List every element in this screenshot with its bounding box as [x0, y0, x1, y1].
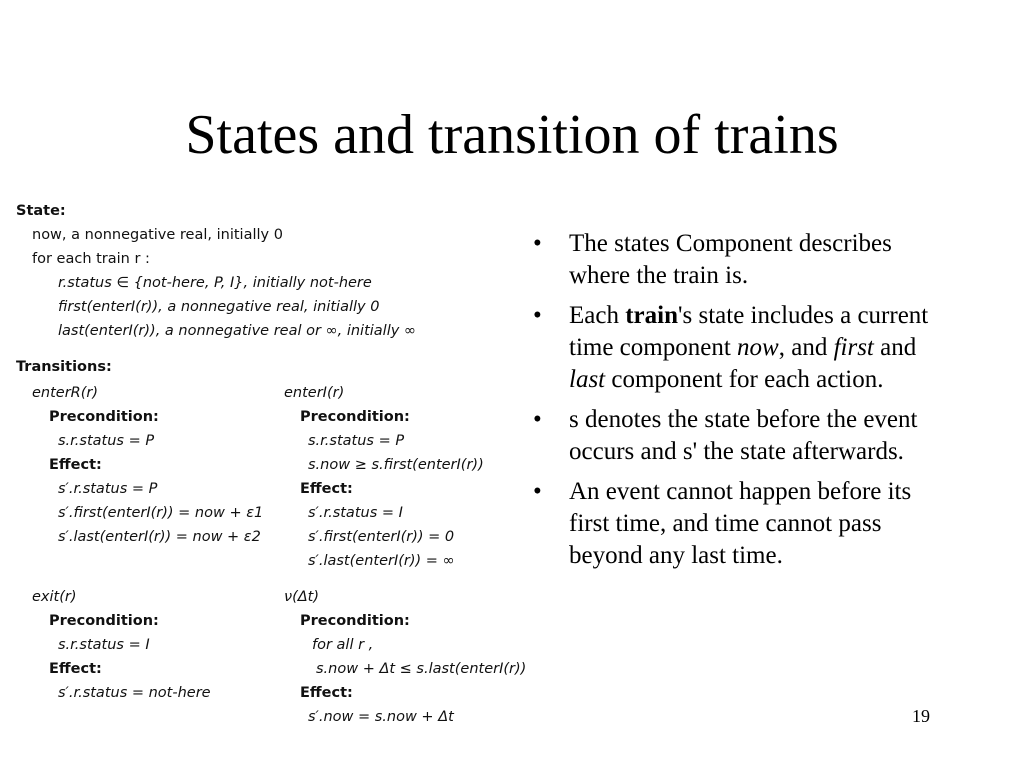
bullet-item	[533, 476, 933, 572]
effect-label: Effect:	[49, 457, 102, 473]
bullet-dot: •	[533, 406, 542, 433]
action-time-passage: ν(Δt)	[284, 589, 320, 605]
bullet-list	[533, 228, 933, 580]
bullet-dot: •	[533, 302, 542, 329]
now-line: now, a nonnegative real, initially 0	[32, 227, 283, 243]
emphasis-last: last	[569, 366, 606, 393]
effect-label: Effect:	[49, 661, 102, 677]
precondition-line: s.r.status = P	[308, 433, 405, 449]
bullet-text: The states Component describes where the train is.	[569, 230, 892, 289]
effect-line: s′.last(enterI(r)) = ∞	[308, 553, 455, 569]
action-enterI: enterI(r)	[284, 385, 345, 401]
effect-line: s′.r.status = I	[308, 505, 403, 521]
transitions-header: Transitions:	[16, 359, 112, 375]
action-exit: exit(r)	[32, 589, 77, 605]
action-enterR: enterR(r)	[32, 385, 99, 401]
bullet-text: Each train's state includes a current time component now, and first and last component for each action.	[569, 302, 929, 393]
precondition-label: Precondition:	[300, 409, 410, 425]
effect-line: s′.r.status = P	[58, 481, 158, 497]
precondition-line: for all r ,	[312, 637, 374, 653]
bullet-item	[533, 404, 933, 468]
precondition-label: Precondition:	[49, 409, 159, 425]
bullet-dot: •	[533, 230, 542, 257]
precondition-line: s.r.status = P	[58, 433, 155, 449]
effect-line: s′.first(enterI(r)) = 0	[308, 529, 455, 545]
bullet-dot: •	[533, 478, 542, 505]
bullet-item	[533, 300, 933, 396]
status-line: r.status ∈ {not-here, P, I}, initially not-here	[58, 275, 372, 291]
precondition-line: s.now + Δt ≤ s.last(enterI(r))	[316, 661, 527, 677]
emphasis-first: first	[833, 334, 874, 361]
bullet-text: s denotes the state before the event occurs and s' the state afterwards.	[569, 406, 918, 465]
emphasis-now: now	[737, 334, 779, 361]
state-transition-spec	[16, 198, 527, 738]
precondition-line: s.now ≥ s.first(enterI(r))	[308, 457, 484, 473]
precondition-label: Precondition:	[300, 613, 410, 629]
effect-line: s′.first(enterI(r)) = now + ε1	[58, 505, 264, 521]
effect-label: Effect:	[300, 685, 353, 701]
emphasis-train: train	[625, 302, 678, 329]
precondition-label: Precondition:	[49, 613, 159, 629]
effect-label: Effect:	[300, 481, 353, 497]
effect-line: s′.last(enterI(r)) = now + ε2	[58, 529, 261, 545]
first-line: first(enterI(r)), a nonnegative real, initially 0	[58, 299, 380, 315]
precondition-line: s.r.status = I	[58, 637, 150, 653]
effect-line: s′.r.status = not-here	[58, 685, 211, 701]
last-line: last(enterI(r)), a nonnegative real or ∞, initially ∞	[58, 323, 417, 339]
bullet-text: An event cannot happen before its first time, and time cannot pass beyond any last time.	[569, 478, 912, 569]
bullet-item	[533, 228, 933, 292]
effect-line: s′.now = s.now + Δt	[308, 709, 454, 725]
page-number: 19	[912, 706, 930, 726]
slide-title: States and transition of trains	[185, 104, 839, 166]
state-header: State:	[16, 203, 66, 219]
for-each-train: for each train r :	[32, 251, 150, 267]
